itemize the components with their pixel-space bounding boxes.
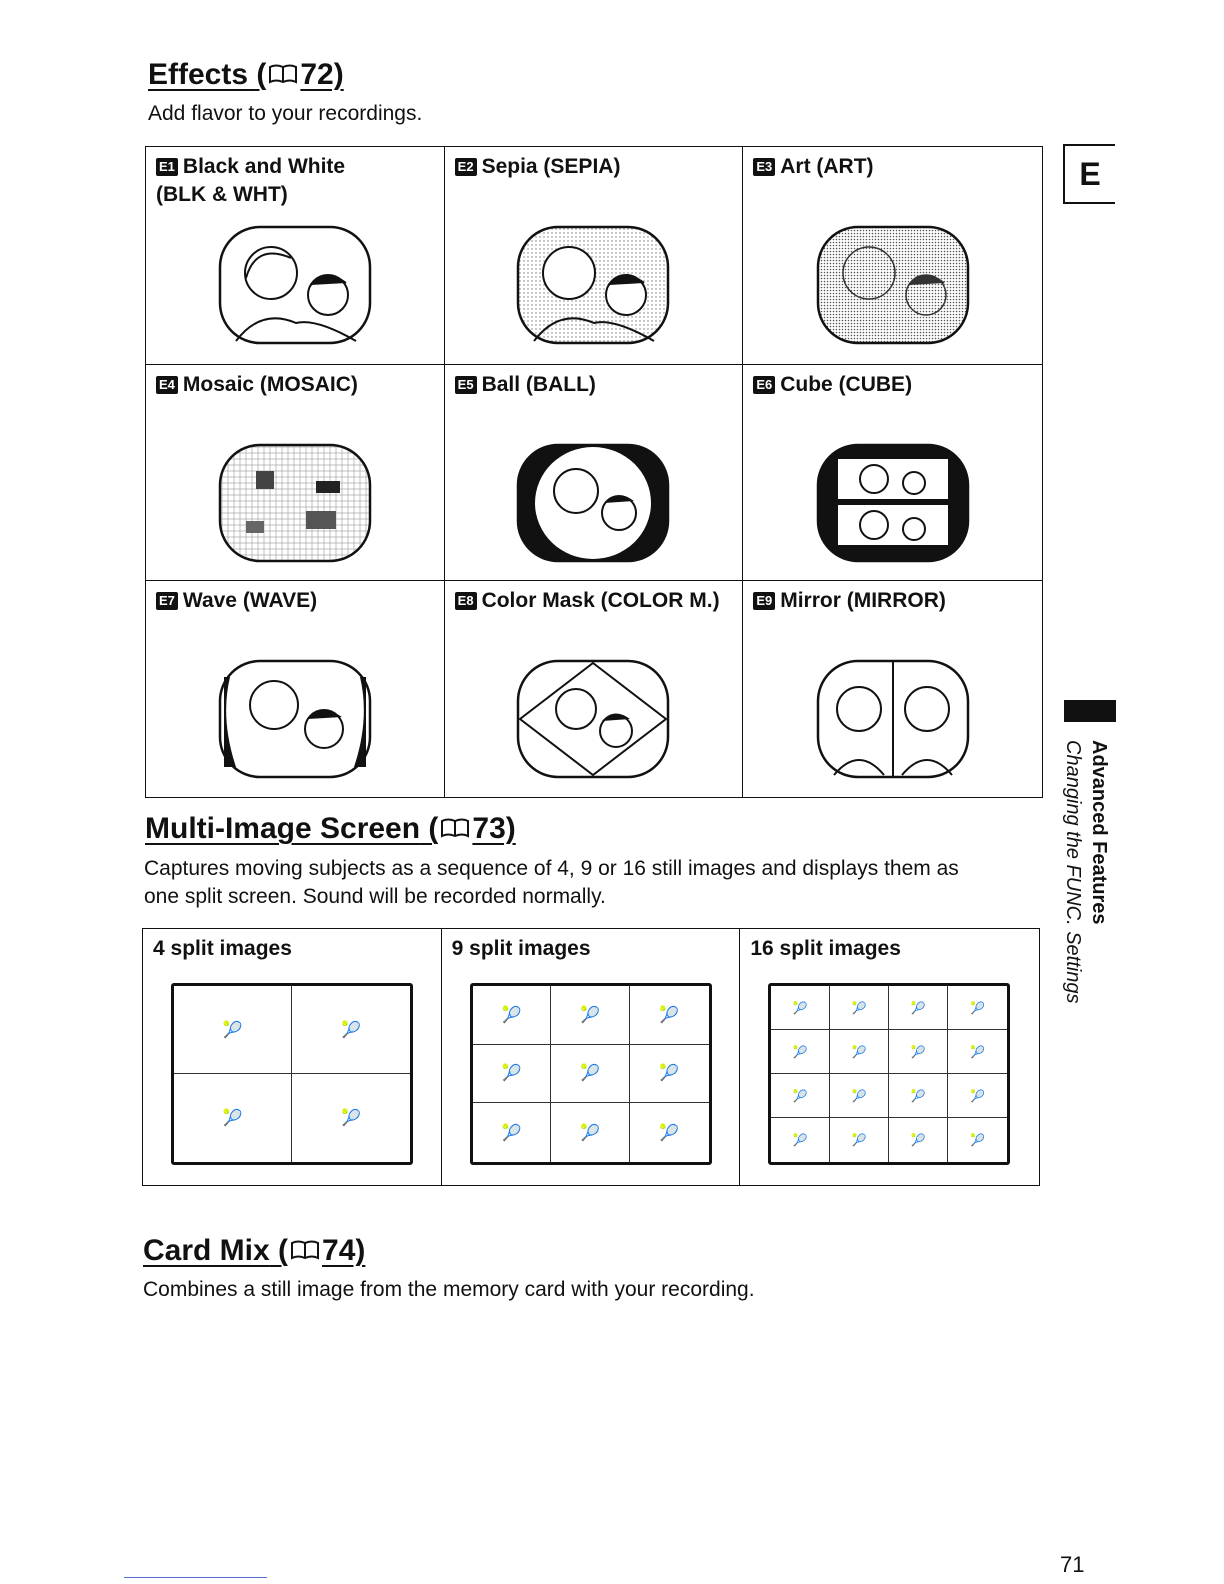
- effect-cell-black-white: [146, 147, 445, 365]
- tennis-player-icon: 🎾: [970, 1133, 986, 1147]
- book-icon: [268, 59, 298, 93]
- tennis-player-icon: 🎾: [473, 1103, 552, 1162]
- multi-image-description: [144, 855, 959, 911]
- card-mix-description: Combines a still image from the memory card with your recording.: [143, 1278, 755, 1301]
- effect-label: [455, 371, 737, 399]
- subsection-title: Changing the FUNC. Settings: [1062, 740, 1084, 1004]
- tennis-player-icon: 🎾: [830, 1074, 889, 1118]
- tv-illustration-art: [814, 223, 972, 352]
- effects-description: Add flavor to your recordings.: [148, 102, 423, 125]
- effect-badge: E4: [156, 376, 178, 394]
- tv-illustration-bw: [216, 223, 374, 352]
- multi-image-description-line1: Captures moving subjects as a sequence of 4, 9 or 16 still images and displays them as: [144, 857, 959, 880]
- tennis-player-icon: 🎾: [551, 1103, 630, 1162]
- effect-cell-mosaic: [146, 365, 445, 581]
- tennis-player-icon: 🎾: [174, 1074, 292, 1162]
- multi-image-title: Multi-Image Screen: [145, 812, 421, 845]
- card-mix-ref: 74): [322, 1234, 366, 1267]
- effect-label: [156, 587, 438, 615]
- split-9-preview: [470, 983, 712, 1165]
- section-marker-bar: [1064, 700, 1116, 722]
- tv-illustration-mirror: [814, 657, 972, 786]
- tv-illustration-cube: [814, 441, 972, 570]
- effects-heading: Effects ( 72): [148, 58, 344, 93]
- tennis-player-icon: 🎾: [630, 1045, 709, 1104]
- tv-illustration-color-mask: [514, 657, 672, 786]
- effect-badge: E6: [753, 376, 775, 394]
- split-cell-16: [740, 929, 1039, 1185]
- language-tab: E: [1063, 144, 1115, 204]
- effect-badge: E8: [455, 592, 477, 610]
- tennis-player-icon: 🎾: [830, 1118, 889, 1162]
- effect-name: Mirror (MIRROR): [780, 589, 946, 612]
- tennis-player-icon: 🎾: [771, 986, 830, 1030]
- split-label: 16 split images: [750, 937, 901, 960]
- effect-label: [753, 153, 1036, 181]
- multi-image-heading: Multi-Image Screen ( 73): [145, 812, 516, 847]
- effect-name-line2: (BLK & WHT): [156, 183, 288, 206]
- footer-line: [124, 1577, 267, 1578]
- tennis-player-icon: 🎾: [830, 986, 889, 1030]
- effect-cell-sepia: [445, 147, 744, 365]
- effect-name: Mosaic (MOSAIC): [182, 373, 358, 396]
- effect-badge: E9: [753, 592, 775, 610]
- tv-illustration-sepia: [514, 223, 672, 352]
- effect-label: [753, 587, 1036, 615]
- split-cell-4: [143, 929, 442, 1185]
- effect-badge: E3: [753, 158, 775, 176]
- split-4-preview: [171, 983, 413, 1165]
- tv-illustration-ball: [514, 441, 672, 570]
- tennis-player-icon: 🎾: [948, 986, 1007, 1030]
- section-title: Advanced Features: [1088, 740, 1110, 925]
- tennis-player-icon: 🎾: [771, 1030, 830, 1074]
- effect-label: [455, 153, 737, 181]
- tennis-player-icon: 🎾: [473, 1045, 552, 1104]
- tennis-player-icon: 🎾: [889, 1030, 948, 1074]
- split-cell-9: [442, 929, 741, 1185]
- effect-label: [156, 153, 438, 209]
- book-icon: [440, 813, 470, 847]
- effect-name: Art (ART): [780, 155, 874, 178]
- effect-badge: E5: [455, 376, 477, 394]
- effect-badge: E1: [156, 158, 178, 176]
- tennis-player-icon: 🎾: [473, 986, 552, 1045]
- split-grid: [142, 928, 1040, 1186]
- tennis-player-icon: 🎾: [292, 986, 410, 1074]
- effects-ref: 72): [300, 58, 344, 91]
- effect-cell-wave: [146, 581, 445, 797]
- tennis-player-icon: 🎾: [889, 1118, 948, 1162]
- book-icon: [290, 1235, 320, 1269]
- effect-label: [753, 371, 1036, 399]
- card-mix-title: Card Mix: [143, 1234, 270, 1267]
- effect-badge: E7: [156, 592, 178, 610]
- tennis-player-icon: 🎾: [630, 986, 709, 1045]
- split-16-preview: [768, 983, 1010, 1165]
- effect-label: [455, 587, 737, 615]
- card-mix-heading: Card Mix ( 74): [143, 1234, 365, 1269]
- tennis-player-icon: 🎾: [771, 1118, 830, 1162]
- page-number: 71: [1060, 1552, 1085, 1577]
- effect-name: Cube (CUBE): [780, 373, 913, 396]
- effect-name: Color Mask (COLOR M.): [481, 589, 720, 612]
- effect-name: Sepia (SEPIA): [481, 155, 621, 178]
- effect-cell-ball: [445, 365, 744, 581]
- effect-cell-mirror: [743, 581, 1042, 797]
- effect-name: Ball (BALL): [481, 373, 596, 396]
- tennis-player-icon: 🎾: [948, 1030, 1007, 1074]
- tennis-player-icon: 🎾: [551, 1045, 630, 1104]
- split-label: 4 split images: [153, 937, 292, 960]
- effect-cell-color-mask: [445, 581, 744, 797]
- effect-label: [156, 371, 438, 399]
- effects-grid: [145, 146, 1043, 798]
- tv-illustration-mosaic: [216, 441, 374, 570]
- tv-illustration-wave: [216, 657, 374, 786]
- effect-cell-art: [743, 147, 1042, 365]
- effect-name: Wave (WAVE): [182, 589, 318, 612]
- tennis-player-icon: 🎾: [830, 1030, 889, 1074]
- side-text-wrap: [1060, 740, 1112, 1003]
- tennis-player-icon: 🎾: [659, 1124, 680, 1142]
- multi-image-ref: 73): [472, 812, 516, 845]
- tennis-player-icon: 🎾: [889, 986, 948, 1030]
- split-label: 9 split images: [451, 937, 591, 960]
- tennis-player-icon: 🎾: [948, 1074, 1007, 1118]
- tennis-player-icon: 🎾: [341, 1110, 361, 1127]
- tennis-player-icon: 🎾: [174, 986, 292, 1074]
- side-section-label: [1052, 740, 1112, 1040]
- effect-cell-cube: [743, 365, 1042, 581]
- effect-name: Black and White: [182, 155, 346, 178]
- tennis-player-icon: 🎾: [551, 986, 630, 1045]
- effects-title: Effects: [148, 58, 249, 91]
- tennis-player-icon: 🎾: [771, 1074, 830, 1118]
- tennis-player-icon: 🎾: [889, 1074, 948, 1118]
- multi-image-description-line2: one split screen. Sound will be recorded normally.: [144, 885, 606, 908]
- effect-badge: E2: [455, 158, 477, 176]
